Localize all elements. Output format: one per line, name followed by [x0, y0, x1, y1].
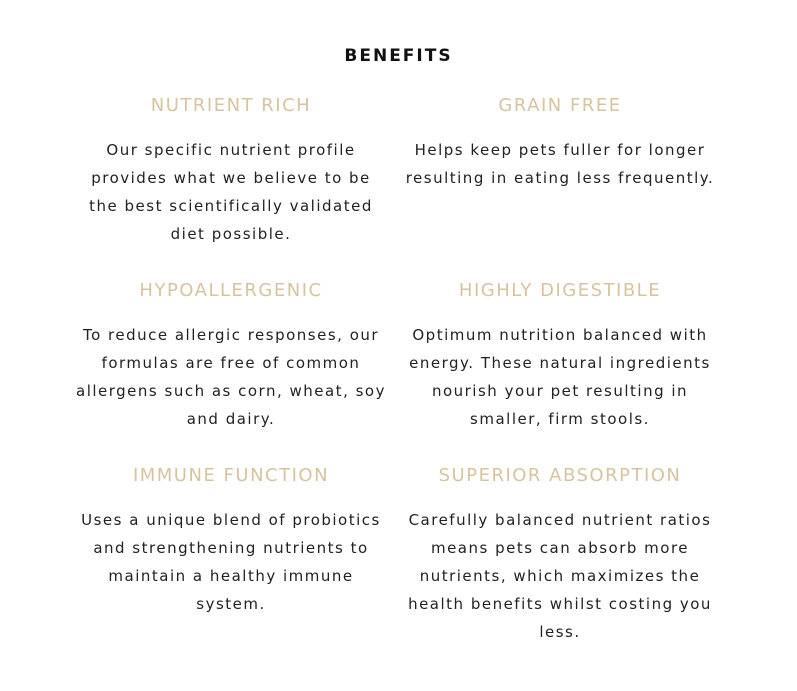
section-heading: BENEFITS [344, 46, 453, 66]
benefit-description: Uses a unique blend of probiotics and strengthening nutrients to maintain a healthy immune system. [81, 511, 381, 613]
benefit-hypoallergenic [71, 279, 391, 433]
benefit-title: NUTRIENT RICH [150, 95, 312, 116]
benefit-title: HIGHLY DIGESTIBLE [458, 280, 662, 301]
benefit-description: Helps keep pets fuller for longer resulting in eating less frequently. [405, 141, 715, 187]
benefit-superior-absorption [400, 464, 720, 646]
benefit-highly-digestible [400, 279, 720, 433]
benefit-title: SUPERIOR ABSORPTION [438, 465, 682, 486]
benefit-description: To reduce allergic responses, our formulas are free of common allergens such as corn, wheat, soy and dairy. [76, 326, 386, 428]
benefit-title: GRAIN FREE [498, 95, 622, 116]
benefit-grain-free [400, 94, 720, 192]
benefit-immune-function [71, 464, 391, 618]
benefit-nutrient-rich [71, 94, 391, 248]
benefit-description: Our specific nutrient profile provides what we believe to be the best scientifically validated diet possible. [89, 141, 373, 243]
benefit-description: Carefully balanced nutrient ratios means pets can absorb more nutrients, which maximizes the health benefits whilst costing you less. [408, 511, 712, 641]
benefit-title: IMMUNE FUNCTION [132, 465, 330, 486]
benefit-description: Optimum nutrition balanced with energy. These natural ingredients nourish your pet resulting in smaller, firm stools. [409, 326, 711, 428]
benefit-title: HYPOALLERGENIC [139, 280, 323, 301]
